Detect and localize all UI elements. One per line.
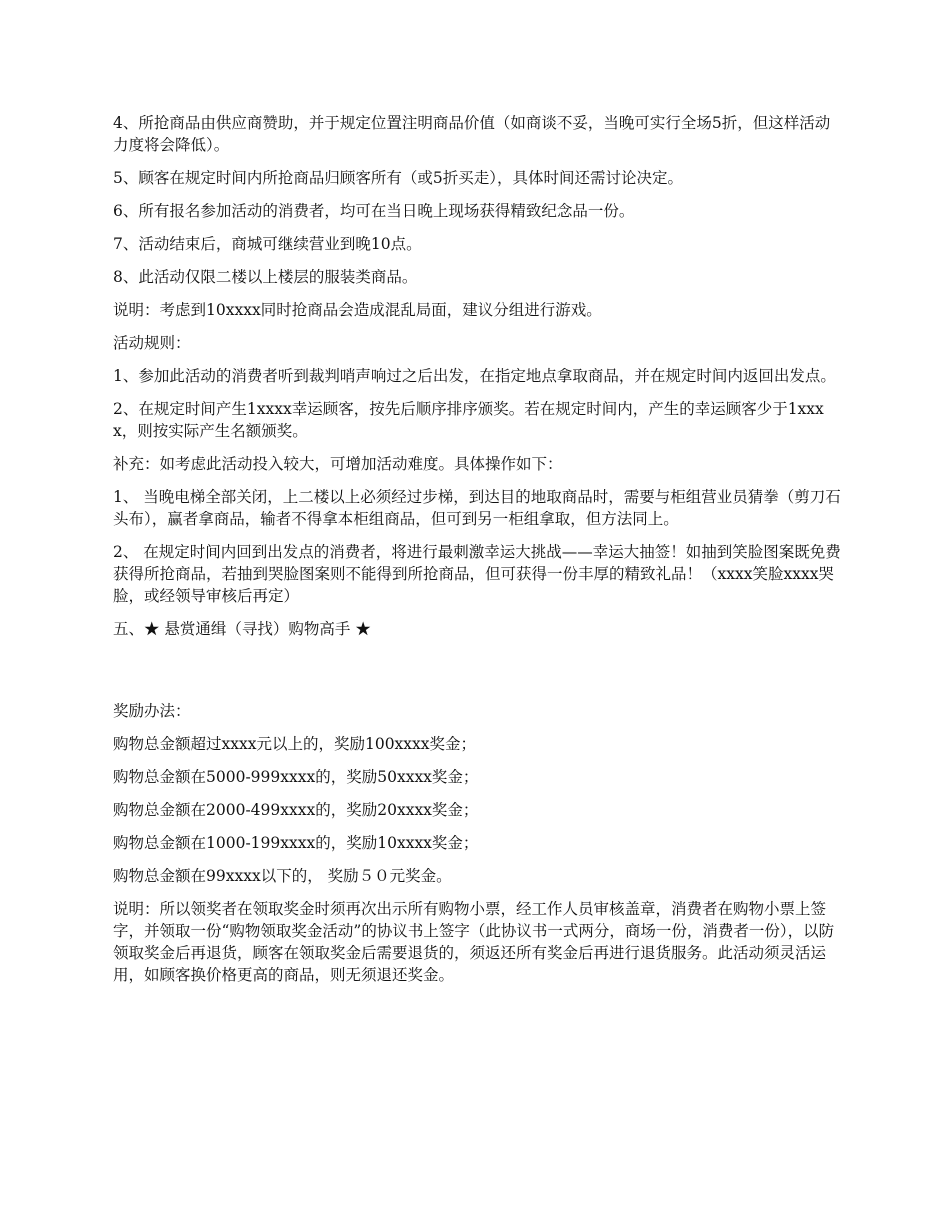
paragraph-reward-note: 说明：所以领奖者在领取奖金时须再次出示所有购物小票，经工作人员审核盖章，消费者在购物小票上签字，并领取一份“购物领取奖金活动”的协议书上签字（此协议书一式两分，商场一份，消费者一份），以防领取奖金后再退货，顾客在领取奖金后需要退货的，须返还所有奖金后再进行退货服务。此活动须灵活运用，如顾客换价格更高的商品，则无须退还奖金。 (113, 900, 835, 984)
paragraph-supplement-1: 1、 当晚电梯全部关闭，上二楼以上必须经过步梯，到达目的地取商品时，需要与柜组营业员猜拳（剪刀石头布），赢者拿商品，输者不得拿本柜组商品，但可到另一柜组拿取，但方法同上。 (113, 488, 841, 528)
paragraph-supplement: 补充：如考虑此活动投入较大，可增加活动难度。具体操作如下： (113, 455, 563, 473)
section-heading-five: 五、★ 悬赏通缉（寻找）购物高手 ★ (113, 620, 371, 638)
heading-activity-rules: 活动规则： (113, 334, 191, 352)
paragraph-rule-5: 5、顾客在规定时间内所抢商品归顾客所有（或5折买走），具体时间还需讨论决定。 (113, 169, 683, 187)
paragraph-supplement-2: 2、 在规定时间内回到出发点的消费者，将进行最刺激幸运大挑战——幸运大抽签！如抽到笑脸图案既免费获得所抢商品，若抽到哭脸图案则不能得到所抢商品，但可获得一份丰厚的精致礼品！（xxxx笑脸xxxx哭脸，或经领导审核后再定） (113, 543, 841, 605)
reward-tier-3: 购物总金额在2000-499xxxx的，奖励20xxxx奖金； (113, 801, 479, 819)
document-page (113, 112, 841, 997)
reward-tier-2: 购物总金额在5000-999xxxx的，奖励50xxxx奖金； (113, 768, 479, 786)
reward-tier-1: 购物总金额超过xxxx元以上的，奖励100xxxx奖金； (113, 735, 477, 753)
paragraph-rule-8: 8、此活动仅限二楼以上楼层的服装类商品。 (113, 268, 418, 286)
paragraph-activity-rule-2: 2、在规定时间产生1xxxx幸运顾客，按先后顺序排序颁奖。若在规定时间内，产生的幸运顾客少于1xxxx，则按实际产生名额颁奖。 (113, 400, 824, 440)
paragraph-note-grouping: 说明：考虑到10xxxx同时抢商品会造成混乱局面，建议分组进行游戏。 (113, 301, 602, 319)
paragraph-activity-rule-1: 1、参加此活动的消费者听到裁判哨声响过之后出发，在指定地点拿取商品，并在规定时间内返回出发点。 (113, 367, 836, 385)
reward-tier-4: 购物总金额在1000-199xxxx的，奖励10xxxx奖金； (113, 834, 479, 852)
paragraph-rule-7: 7、活动结束后，商城可继续营业到晚10点。 (113, 235, 422, 253)
paragraph-rule-6: 6、所有报名参加活动的消费者，均可在当日晚上现场获得精致纪念品一份。 (113, 202, 635, 220)
heading-reward-method: 奖励办法： (113, 702, 191, 720)
reward-tier-5: 购物总金额在99xxxx以下的， 奖励５０元奖金。 (113, 867, 452, 885)
blank-space (113, 651, 841, 700)
paragraph-rule-4: 4、所抢商品由供应商赞助，并于规定位置注明商品价值（如商谈不妥，当晚可实行全场5折，但这样活动力度将会降低）。 (113, 114, 831, 154)
